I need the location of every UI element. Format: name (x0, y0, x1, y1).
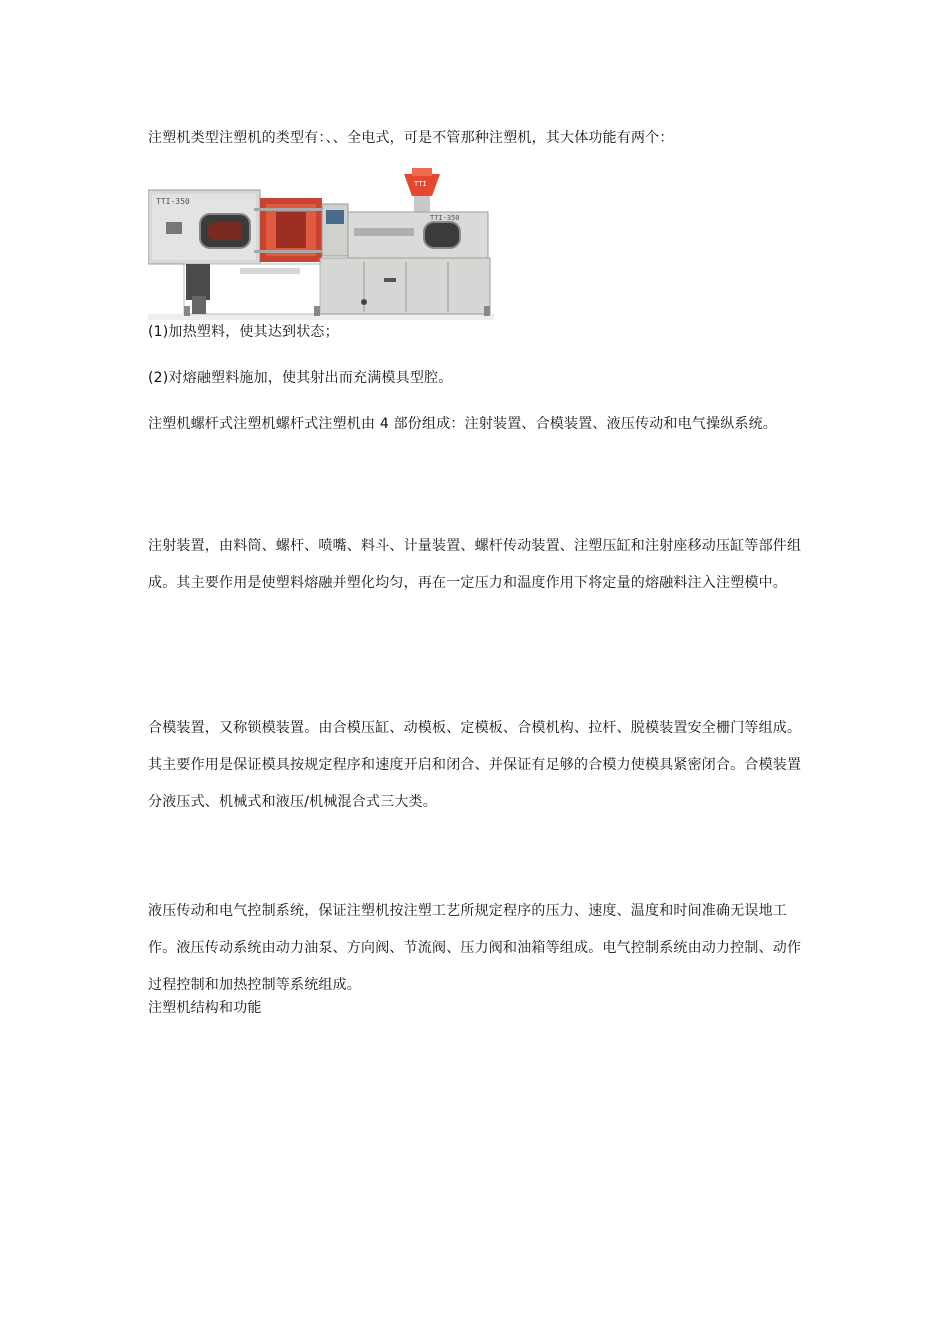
section-title: 注塑机结构和功能 (148, 1000, 262, 1016)
machine-illustration (148, 168, 494, 322)
clamping-unit-paragraph: 合模装置，又称锁模装置。由合模压缸、动模板、定模板、合模机构、拉杆、脱模装置安全栅门等组成。其主要作用是保证模具按规定程序和速度开启和闭合、并保证有足够的合模力使模具紧密闭合。合模装置分液压式、机械式和液压/机械混合式三大类。 (148, 720, 802, 810)
function-item-2: (2)对熔融塑料施加，使其射出而充满模具型腔。 (148, 370, 453, 386)
hopper-label: TTI (414, 180, 427, 188)
hydraulic-electric-paragraph: 液压传动和电气控制系统，保证注塑机按注塑工艺所规定程序的压力、速度、温度和时间准确无误地工作。液压传动系统由动力油泵、方向阀、节流阀、压力阀和油箱等组成。电气控制系统由动力控制、动作过程控制和加热控制等系统组成。 (148, 903, 802, 993)
function-item-1: (1)加热塑料，使其达到状态； (148, 324, 339, 340)
intro-paragraph: 注塑机类型注塑机的类型有：、、全电式，可是不管那种注塑机，其大体功能有两个： (148, 130, 674, 146)
composition-paragraph: 注塑机螺杆式注塑机螺杆式注塑机由 4 部份组成：注射装置、合模装置、液压传动和电气操纵系统。 (148, 416, 778, 432)
injection-unit-paragraph: 注射装置，由料筒、螺杆、喷嘴、料斗、计量装置、螺杆传动装置、注塑压缸和注射座移动压缸等部件组成。其主要作用是使塑料熔融并塑化均匀，再在一定压力和温度作用下将定量的熔融料注入注塑模中。 (148, 538, 802, 591)
machine-label-right: TTI-350 (430, 214, 460, 222)
injection-molding-machine-image (148, 168, 494, 322)
machine-label-left: TTI-350 (156, 197, 190, 206)
